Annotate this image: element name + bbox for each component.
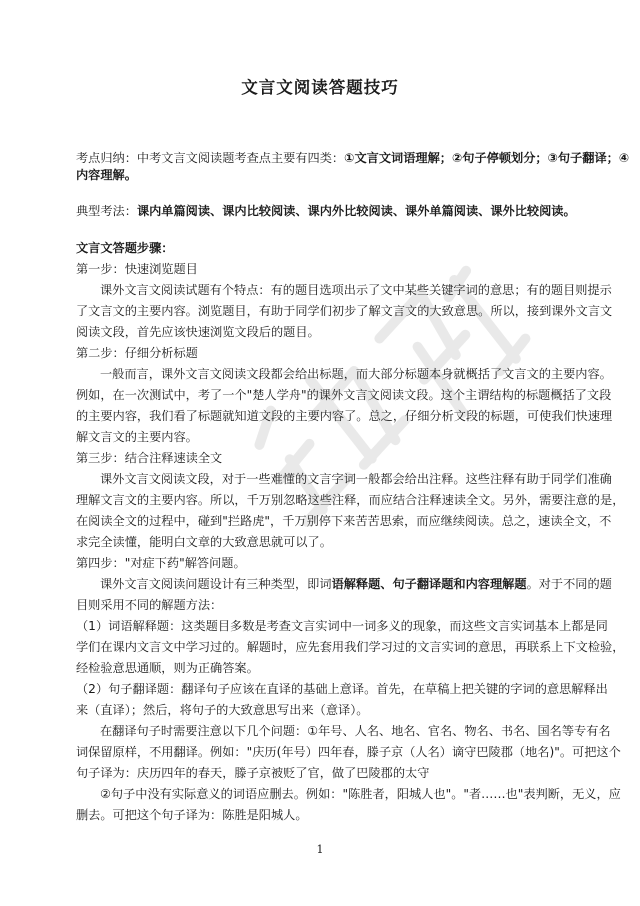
step3-line: 课外文言文阅读文段，对于一些难懂的文言字词一般都会给出注释。这些注释有助于同学们准确 <box>100 472 612 486</box>
page-title: 文言文阅读答题技巧 <box>241 78 399 97</box>
step3-line: 在阅读全文的过程中，碰到"拦路虎"，千万别停下来苦苦思索，而应继续阅读。总之，速读全文，不 <box>76 514 612 528</box>
item1-line: （1）词语解释题：这类题目多数是考查文言实词中一词多义的现象，而这些文言实词基本上都是同 <box>76 619 608 633</box>
note2-line: 删去。可把这个句子译为：陈胜是阳城人。 <box>76 808 308 822</box>
note1-line: 词保留原样，不用翻译。例如："庆历(年号）四年春，滕子京（人名）谪守巴陵郡（地名)"。可把这个 <box>76 745 621 759</box>
dianxing-line <box>76 203 576 219</box>
step2-line: 解文言文的主要内容。 <box>76 430 198 444</box>
item2-line: 来（直译）；然后，将句子的大致意思写出来（意译）。 <box>76 703 369 717</box>
step2-heading: 第二步：仔细分析标题 <box>76 346 198 360</box>
item1-line: 经检验意思通顺，则为正确答案。 <box>76 661 259 675</box>
dianxing-bold: 课内单篇阅读、课内比较阅读、课内外比较阅读、课外单篇阅读、课外比较阅读。 <box>136 204 576 218</box>
step3-line: 求完全读懂，能明白文章的大致意思就可以了。 <box>76 535 332 549</box>
step2-line: 例如，在一次测试中，考了一个"楚人学舟"的课外文言文阅读文段。这个主谓结构的标题概括了文段 <box>76 388 612 402</box>
step3-line: 理解文言文的主要内容。所以，千万别忽略这些注释，而应结合注释速读全文。另外，需要注意的是， <box>76 493 625 507</box>
step2-line: 的主要内容，我们看了标题就知道文段的主要内容了。总之，仔细分析文段的标题，可使我们快速理 <box>76 409 613 423</box>
step4-intro-bold: 语解释题、句子翻译题和内容理解题 <box>331 577 527 591</box>
kaodian-bold-1: ①文言文词语理解；②句子停顿划分；③句子翻译；④ <box>344 151 630 165</box>
step4-intro-line-2: 目则采用不同的解题方法： <box>76 598 223 612</box>
kaodian-prefix: 考点归纳：中考文言文阅读题考查点主要有四类： <box>76 151 345 165</box>
step4-intro <box>100 576 612 592</box>
item2-line: （2）句子翻译题：翻译句子应该在直译的基础上意译。首先，在草稿上把关键的字词的意思解释出 <box>76 682 608 696</box>
steps-heading: 文言文答题步骤： <box>76 241 174 255</box>
kaodian-line-2: 内容理解。 <box>76 168 137 182</box>
kaodian-line-1 <box>76 150 630 166</box>
step1-line: 课外文言文阅读试题有个特点：有的题目选项出示了文中某些关键字词的意思；有的题目则提示 <box>100 283 612 297</box>
step1-line: 阅读文段，首先应该快速浏览文段后的题目。 <box>76 325 320 339</box>
page-number: 1 <box>316 843 324 856</box>
note2-line: ②句子中没有实际意义的词语应删去。例如："陈胜者，阳城人也"。"者……也"表判断，无义，应 <box>100 787 621 801</box>
dianxing-prefix: 典型考法： <box>76 204 137 218</box>
item1-line: 学们在课内文言文中学习过的。解题时，应先套用我们学习过的文言实词的意思，再联系上下文检验， <box>76 640 625 654</box>
step2-line: 一般而言，课外文言文阅读文段都会给出标题，而大部分标题本身就概括了文言文的主要内容。 <box>100 367 612 381</box>
step4-intro-suffix: 。对于不同的题 <box>526 577 612 591</box>
step3-heading: 第三步：结合注释速读全文 <box>76 451 223 465</box>
step4-heading: 第四步："对症下药"解答问题。 <box>76 556 246 570</box>
step1-heading: 第一步：快速浏览题目 <box>76 262 198 276</box>
note1-line: 句子译为：庆历四年的春天，滕子京被贬了官，做了巴陵郡的太守 <box>76 766 430 780</box>
note1-line: 在翻译句子时需要注意以下几个问题：①年号、人名、地名、官名、物名、书名、国名等专有名 <box>100 724 611 738</box>
step1-line: 了文言文的主要内容。浏览题目，有助于同学们初步了解文言文的大致意思。所以，接到课外文言文 <box>76 304 613 318</box>
step4-intro-prefix: 课外文言文阅读问题设计有三种类型，即词 <box>100 577 332 591</box>
